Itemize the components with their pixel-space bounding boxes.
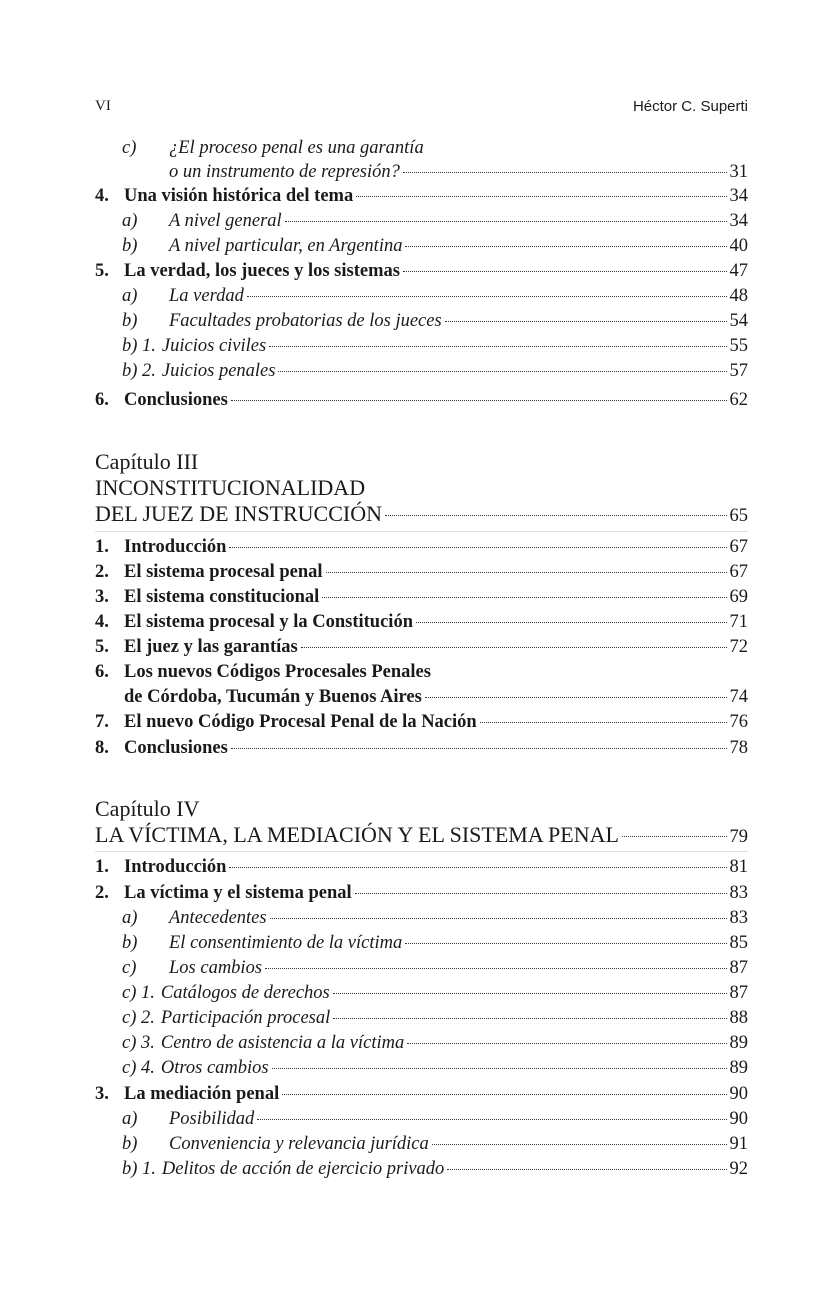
author-header: Héctor C. Superti <box>632 98 748 115</box>
leader-dots <box>333 993 727 994</box>
entry-letter: a) <box>122 1109 138 1129</box>
leader-dots <box>403 271 727 272</box>
entry-title: El nuevo Código Procesal Penal de la Nación <box>124 712 477 732</box>
leader-dots <box>229 867 726 868</box>
entry-letter: c) 4. <box>122 1058 155 1078</box>
entry-letter: a) <box>122 211 138 231</box>
entry-title: Facultades probatorias de los jueces <box>169 311 442 331</box>
chapter-page: 79 <box>729 827 748 847</box>
toc-entry <box>95 712 748 736</box>
leader-dots <box>272 1068 727 1069</box>
toc-entry <box>95 390 748 414</box>
entry-number: 7. <box>95 712 109 732</box>
entry-letter: a) <box>122 908 138 928</box>
leader-dots <box>231 400 727 401</box>
entry-page: 85 <box>729 933 748 953</box>
entry-page: 74 <box>729 687 748 707</box>
entry-title: Juicios civiles <box>161 336 267 356</box>
entry-page: 34 <box>729 211 748 231</box>
entry-title: Introducción <box>124 857 227 877</box>
toc-entry <box>95 883 748 907</box>
leader-dots <box>425 697 727 698</box>
entry-page: 81 <box>729 857 748 877</box>
entry-number: 6. <box>95 390 109 410</box>
entry-page: 67 <box>729 537 748 557</box>
chapter-title-text: LA VÍCTIMA, LA MEDIACIÓN Y EL SISTEMA PENAL <box>95 822 619 847</box>
entry-title: A nivel general <box>169 211 282 231</box>
toc-entry <box>95 983 748 1007</box>
leader-dots <box>270 918 727 919</box>
entry-page: 91 <box>729 1134 748 1154</box>
entry-letter: b) 1. <box>122 336 156 356</box>
entry-title: El juez y las garantías <box>124 637 298 657</box>
leader-dots <box>445 321 727 322</box>
entry-letter: c) <box>122 138 137 158</box>
leader-dots <box>229 547 726 548</box>
toc-entry <box>95 211 748 235</box>
leader-dots <box>301 647 727 648</box>
entry-title: Otros cambios <box>160 1058 269 1078</box>
entry-letter: c) <box>122 958 137 978</box>
entry-page: 40 <box>729 236 748 256</box>
toc-entry <box>95 236 748 260</box>
toc-entry <box>95 537 748 561</box>
page-number-header: VI <box>95 98 111 114</box>
toc-entry <box>95 612 748 636</box>
toc-entry <box>95 1109 748 1133</box>
chapter-label: Capítulo IV <box>95 796 200 821</box>
chapter-title: INCONSTITUCIONALIDAD <box>95 475 366 500</box>
entry-number: 3. <box>95 1084 109 1104</box>
entry-page: 87 <box>729 958 748 978</box>
entry-title: A nivel particular, en Argentina <box>169 236 403 256</box>
entry-page: 69 <box>729 587 748 607</box>
leader-dots <box>355 893 727 894</box>
entry-title: ¿El proceso penal es una garantía <box>169 138 424 158</box>
leader-dots <box>405 246 726 247</box>
entry-page: 87 <box>729 983 748 1003</box>
entry-title: Conclusiones <box>124 390 228 410</box>
entry-title: Una visión histórica del tema <box>124 186 354 206</box>
leader-dots <box>407 1043 726 1044</box>
leader-dots <box>231 748 727 749</box>
entry-page: 83 <box>729 883 748 903</box>
leader-dots <box>333 1018 726 1019</box>
entry-page: 48 <box>729 286 748 306</box>
entry-page: 71 <box>729 612 748 632</box>
entry-title: Catálogos de derechos <box>160 983 330 1003</box>
leader-dots <box>447 1169 726 1170</box>
entry-number: 2. <box>95 562 109 582</box>
entry-number: 3. <box>95 587 109 607</box>
leader-dots <box>416 622 727 623</box>
chapter-page: 65 <box>729 506 748 526</box>
entry-page: 88 <box>729 1008 748 1028</box>
toc-entry <box>95 562 748 586</box>
entry-title: El sistema constitucional <box>124 587 320 607</box>
entry-title: Juicios penales <box>161 361 276 381</box>
leader-dots <box>480 722 727 723</box>
toc-entry <box>95 933 748 957</box>
chapter-label: Capítulo III <box>95 449 199 474</box>
entry-page: 90 <box>729 1084 748 1104</box>
entry-title: Antecedentes <box>169 908 267 928</box>
entry-title: Participación procesal <box>160 1008 331 1028</box>
entry-letter: b) <box>122 1134 138 1154</box>
toc-entry <box>95 857 748 881</box>
toc-entry <box>95 361 748 385</box>
toc-entry <box>95 336 748 360</box>
entry-title: Conveniencia y relevancia jurídica <box>169 1134 429 1154</box>
entry-number: 5. <box>95 637 109 657</box>
entry-number: 4. <box>95 186 109 206</box>
entry-page: 34 <box>729 186 748 206</box>
entry-number: 5. <box>95 261 109 281</box>
entry-number: 2. <box>95 883 109 903</box>
entry-page: 89 <box>729 1033 748 1053</box>
toc-entry <box>95 162 748 186</box>
toc-entry <box>95 687 748 711</box>
leader-dots <box>326 572 727 573</box>
toc-entry <box>95 186 748 210</box>
entry-page: 76 <box>729 712 748 732</box>
entry-page: 57 <box>729 361 748 381</box>
entry-title: El sistema procesal penal <box>124 562 323 582</box>
leader-dots <box>285 221 727 222</box>
entry-letter: b) <box>122 311 138 331</box>
entry-title: El consentimiento de la víctima <box>169 933 403 953</box>
entry-page: 31 <box>729 162 748 182</box>
leader-dots <box>257 1119 726 1120</box>
entry-letter: b) <box>122 933 138 953</box>
toc-entry <box>95 587 748 611</box>
toc-entry <box>95 738 748 762</box>
leader-dots <box>247 296 727 297</box>
entry-title: La víctima y el sistema penal <box>124 883 352 903</box>
toc-entry <box>95 1008 748 1032</box>
entry-letter: b) 2. <box>122 361 156 381</box>
divider <box>95 531 748 532</box>
toc-entry <box>95 311 748 335</box>
entry-page: 83 <box>729 908 748 928</box>
chapter-title <box>95 501 748 527</box>
entry-number: 1. <box>95 537 109 557</box>
toc-entry <box>95 261 748 285</box>
entry-page: 62 <box>729 390 748 410</box>
entry-title: Los nuevos Códigos Procesales Penales <box>124 662 431 682</box>
leader-dots <box>322 597 726 598</box>
entry-letter: c) 2. <box>122 1008 155 1028</box>
entry-letter: c) 3. <box>122 1033 155 1053</box>
entry-number: 8. <box>95 738 109 758</box>
toc-entry <box>95 958 748 982</box>
toc-entry <box>95 1058 748 1082</box>
toc-entry <box>95 908 748 932</box>
leader-dots <box>278 371 726 372</box>
entry-title: La verdad, los jueces y los sistemas <box>124 261 400 281</box>
entry-number: 1. <box>95 857 109 877</box>
leader-dots <box>622 836 727 837</box>
entry-page: 72 <box>729 637 748 657</box>
entry-title: La verdad <box>169 286 244 306</box>
entry-title: Los cambios <box>169 958 263 978</box>
entry-page: 89 <box>729 1058 748 1078</box>
toc-entry <box>95 138 748 162</box>
leader-dots <box>403 172 727 173</box>
toc-entry <box>95 1159 748 1183</box>
entry-title: Introducción <box>124 537 227 557</box>
entry-page: 54 <box>729 311 748 331</box>
entry-title: Conclusiones <box>124 738 228 758</box>
divider <box>95 851 748 852</box>
entry-page: 92 <box>729 1159 748 1179</box>
entry-title: Centro de asistencia a la víctima <box>160 1033 405 1053</box>
leader-dots <box>265 968 726 969</box>
entry-title: La mediación penal <box>124 1084 280 1104</box>
toc-entry <box>95 1033 748 1057</box>
chapter-title <box>95 822 748 848</box>
chapter-title-text: DEL JUEZ DE INSTRUCCIÓN <box>95 501 382 526</box>
leader-dots <box>385 515 727 516</box>
entry-number: 4. <box>95 612 109 632</box>
entry-letter: b) <box>122 236 138 256</box>
entry-letter: a) <box>122 286 138 306</box>
entry-letter: b) 1. <box>122 1159 156 1179</box>
toc-entry <box>95 662 748 686</box>
leader-dots <box>282 1094 726 1095</box>
entry-page: 47 <box>729 261 748 281</box>
toc-entry <box>95 637 748 661</box>
entry-title: de Córdoba, Tucumán y Buenos Aires <box>124 687 422 707</box>
entry-title: Delitos de acción de ejercicio privado <box>161 1159 445 1179</box>
entry-page: 78 <box>729 738 748 758</box>
entry-page: 55 <box>729 336 748 356</box>
leader-dots <box>356 196 726 197</box>
entry-title: o un instrumento de represión? <box>169 162 400 182</box>
entry-title: Posibilidad <box>169 1109 255 1129</box>
entry-letter: c) 1. <box>122 983 155 1003</box>
toc-entry <box>95 1134 748 1158</box>
toc-entry <box>95 286 748 310</box>
leader-dots <box>269 346 726 347</box>
entry-page: 67 <box>729 562 748 582</box>
entry-title: El sistema procesal y la Constitución <box>124 612 413 632</box>
entry-number: 6. <box>95 662 109 682</box>
leader-dots <box>432 1144 727 1145</box>
toc-entry <box>95 1084 748 1108</box>
entry-page: 90 <box>729 1109 748 1129</box>
leader-dots <box>405 943 726 944</box>
